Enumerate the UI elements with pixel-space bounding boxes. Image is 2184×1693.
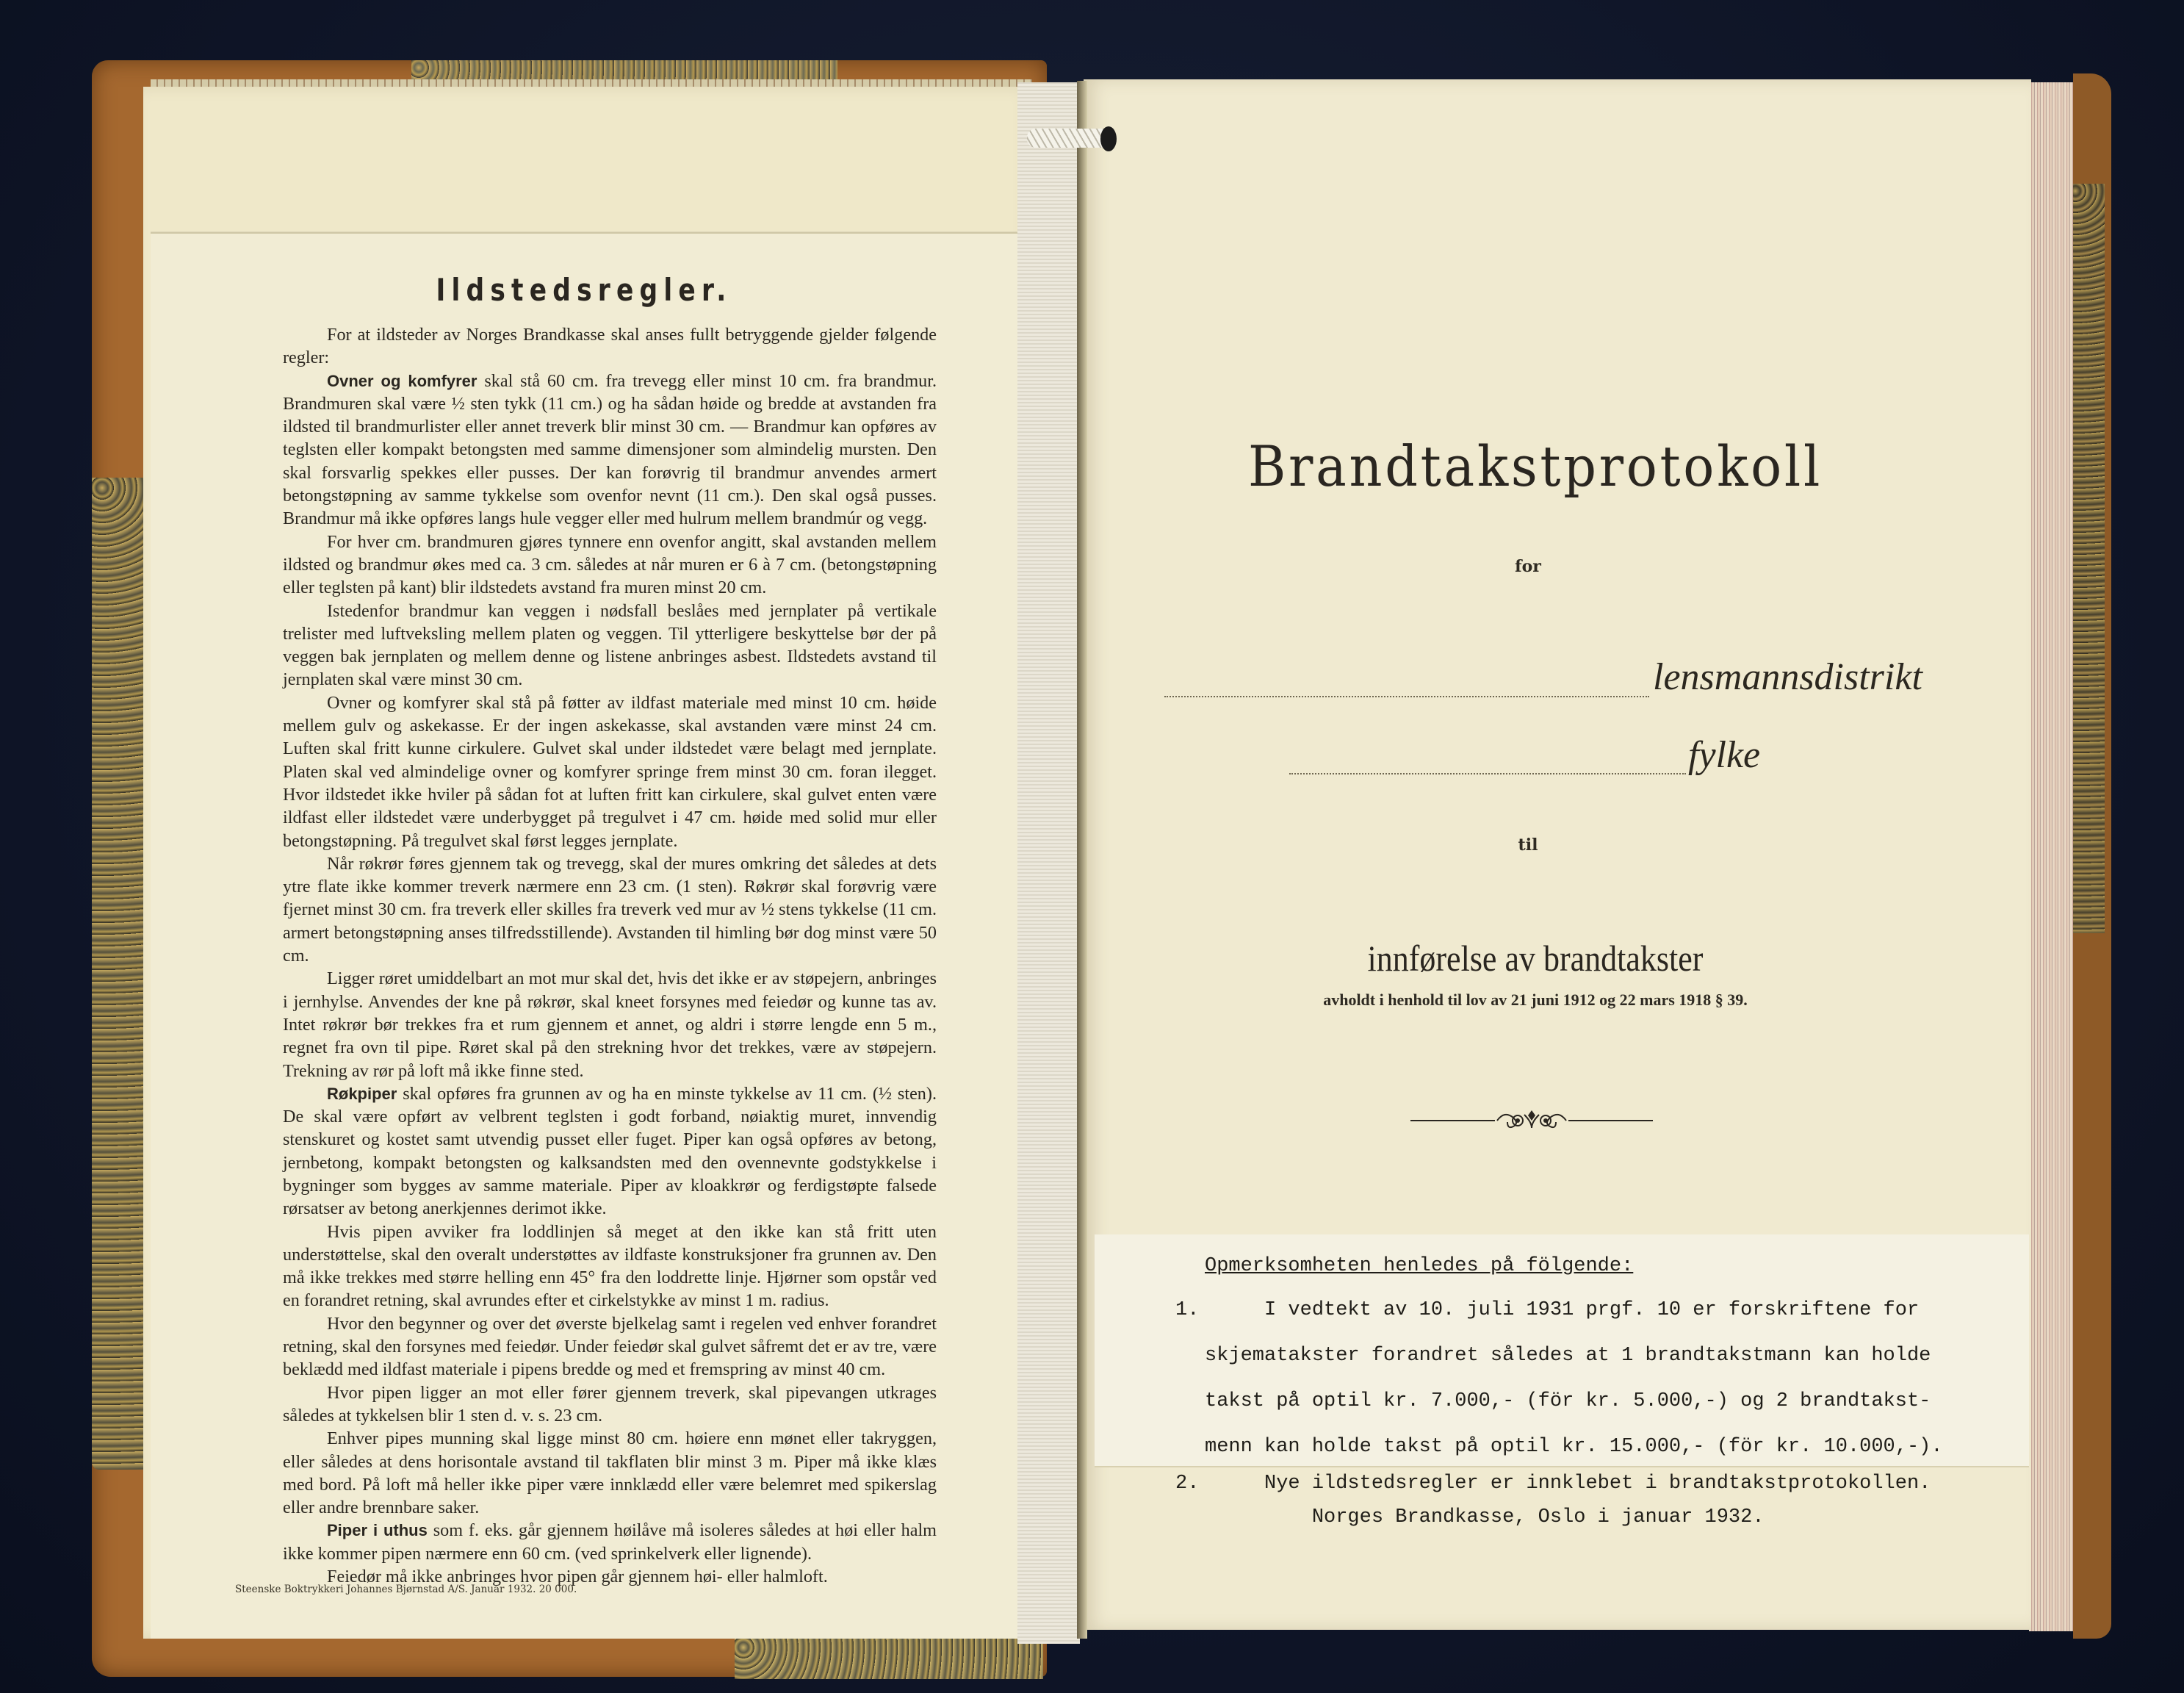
marbled-board-right — [2068, 184, 2105, 933]
for-label: for — [1515, 557, 1541, 576]
marbled-board-left — [92, 478, 147, 1470]
protocol-title: Brandtakstprotokoll — [1248, 434, 1823, 499]
county-field[interactable] — [1289, 772, 1686, 774]
county-label: fylke — [1688, 734, 1761, 776]
protocol-subtitle: innførelse av brandtakster — [1367, 938, 1704, 979]
notice-heading: Opmerksomheten henledes på fölgende: — [1205, 1255, 1634, 1277]
marbled-board-top — [411, 60, 837, 81]
rules-paragraph: Når røkrør føres gjennem tak og trevegg, skal der mures omkring det således at dets ytre flate ikke kommer treverk nærmere enn 23 cm. (1 sten). Røkrør skal forøvrig være fjernet minst 30 cm. fra treverk eller skilles fra treverk ved mur av ½ stens tykkelse (11 cm. armert betongstøpning anses tilfredsstillende). Avstanden til himling bør dog minst være 50 cm. — [283, 853, 937, 966]
rules-paragraph: Enhver pipes munning skal ligge minst 80 cm. høiere enn mønet eller takryggen, eller således at dens horisontale avstand til takflaten blir minst 3 m. Piper må ikke klæs med bord. På loft må heller ikke piper være innklædd eller være belemret med spikerslag eller andre brennbare saker. — [283, 1428, 937, 1518]
binding-hole — [1100, 126, 1117, 151]
rules-paragraph: Røkpiper skal opføres fra grunnen av og ha en minste tykkelse av 11 cm. (½ sten). De skal være opført av velbrent teglsten i godt forband, nøiaktig muret, innvendig stenskuret og kostet samt utvendig pusset eller fuget. Piper kan også opføres av betong, jernbetong, kompakt betongsten og kalksandsten med den ovennevnte godstykkelse i bygninger som bygges av samme materiale. Piper av kloakkrør og ferdigstøpte falsede rørsatser av betong anerkjennes derimot ikke. — [283, 1083, 937, 1219]
rules-paragraph: Istedenfor brandmur kan veggen i nødsfall beslåes med jernplater på vertikale trelister med luftveksling mellem platen og veggen. Til ytterligere beskyttelse bør der på veggen bak jernplaten og mellem denne og listene anbringes asbest. Ildstedets avstand til jernplaten skal være minst 30 cm. — [283, 600, 937, 690]
rules-paragraph: Ovner og komfyrer skal stå på føtter av ildfast materiale med minst 10 cm. høide mellem gulv og askekasse. Er der ingen askekasse, skal avstanden være minst 24 cm. Luften skal fritt kunne cirkulere. Gulvet skal under ildstedet være belagt med jernplate. Platen skal ved almindelige ovner og komfyrer springe frem minst 30 cm. foran ilegget. Hvor ildstedet ikke hviler på sådan fot at luften fritt kan cirkulere, skal gulvet enten være ildfast eller ildstedet være underbygget på tregulvet i 47 cm. høide med solid mur eller betongstøpning. På tregulvet skal først legges jernplate. — [283, 692, 937, 851]
district-label: lensmannsdistrikt — [1653, 656, 1922, 698]
notice-line: skjematakster forandret således at 1 brandtakstmann kan holde — [1205, 1345, 1931, 1367]
rules-paragraph: Piper i uthus som f. eks. går gjennem høilåve må isoleres således at høi eller halm ikke kommer pipen nærmere enn 60 cm. (ved sprinkelverk eller lignende). — [283, 1520, 937, 1564]
notice-signature: Norges Brandkasse, Oslo i januar 1932. — [1205, 1506, 1765, 1528]
marbled-board-bottom — [735, 1639, 1043, 1679]
rules-paragraph: Feiedør må ikke anbringes hvor pipen går gjennem høi- eller halmloft. — [327, 1567, 828, 1587]
notice-line: takst på optil kr. 7.000,- (för kr. 5.000,-) og 2 brandtakst- — [1205, 1390, 1931, 1412]
notice-item-number: 2. — [1175, 1473, 1200, 1495]
district-field[interactable] — [1164, 694, 1649, 697]
gutter — [1077, 81, 1087, 1639]
printer-imprint: Steenske Boktrykkeri Johannes Bjørnstad A/S. Januar 1932. 20 000. — [235, 1584, 577, 1595]
til-label: til — [1518, 835, 1538, 855]
rules-paragraph: For hver cm. brandmuren gjøres tynnere enn ovenfor angitt, skal avstanden mellem ildsted og brandmur økes med ca. 3 cm. således at når muren er 6 à 7 cm. (betongstøpning eller teglsten på kant) blir ildstedets avstand fra muren minst 20 cm. — [283, 531, 937, 598]
notice-line: I vedtekt av 10. juli 1931 prgf. 10 er forskriftene for — [1205, 1299, 1920, 1321]
spine-cloth-hinge — [1017, 82, 1080, 1644]
notice-item-number: 1. — [1175, 1299, 1200, 1321]
rules-paragraph: Hvis pipen avviker fra loddlinjen så meget at den ikke kan stå fritt uten understøttelse, skal den overalt understøttes av ildfaste konstruksjoner fra grunnen av. Den må ikke trekkes med større helling enn 45° fra den loddrette linje. Hjørner som opstår ved en forandret retning, skal avrundes efter et cirkelstykke av minst 1 m. radius. — [283, 1221, 937, 1311]
rules-paragraph: For at ildsteder av Norges Brandkasse skal anses fullt betryggende gjelder følgende regler: — [283, 325, 937, 368]
rules-body — [283, 323, 937, 1588]
law-reference: avholdt i henhold til lov av 21 juni 1912 og 22 mars 1918 § 39. — [1323, 991, 1748, 1009]
rules-paragraph: Hvor den begynner og over det øverste bjelkelag samt i regelen ved enhver forandret retning, skal den forsynes med feiedør. Under feiedør skal gulvet såfremt det er av tre, være beklædd med ildfast materiale i pipens bredde og med et fremspring av minst 40 cm. — [283, 1313, 937, 1380]
rules-paragraph: Ovner og komfyrer skal stå 60 cm. fra trevegg eller minst 10 cm. fra brandmur. Brandmuren skal være ½ sten tykk (11 cm.) og ha sådan høide og bredde at avstanden fra ildsted til brandmurlister eller annet treverk blir minst 30 cm. — Brandmur kan opføres av teglsten eller kompakt betongsten med samme dimensjoner som almindelig mursten. Den skal forsvarlig spekkes eller pusses. Der kan forøvrig til brandmur anvendes armert betongstøpning av samme tykkelse som ovenfor nevnt (11 cm.). Den skal også pusses. Brandmur må ikke opføres langs hule vegger eller med hulrum mellem brandmúr og vegg. — [283, 370, 937, 529]
page-fore-edge — [2029, 82, 2073, 1631]
ornament-divider-icon — [1410, 1106, 1653, 1135]
rules-paragraph: Hvor pipen ligger an mot eller fører gjennem treverk, skal pipevangen utkrages således at tykkelsen blir 1 sten d. v. s. 23 cm. — [283, 1382, 937, 1426]
rules-paragraph: Ligger røret umiddelbart an mot mur skal det, hvis det ikke er av støpejern, anbringes i jernhylse. Anvendes der kne på røkrør, skal kneet forsynes med feiedør og kunne tas av. Intet røkrør bør trekkes fra et rum gjennem et annet, og aldri i større lengde enn 5 m., regnet fra ovn til pipe. Røret skal på den strekning hvor det trekkes, være av støpejern. Trekning av rør på loft må ikke finne sted. — [283, 968, 937, 1081]
notice-line: menn kan holde takst på optil kr. 15.000,- (för kr. 10.000,-). — [1205, 1436, 1943, 1458]
rules-title: Ildstedsregler. — [436, 272, 732, 308]
notice-line: Nye ildstedsregler er innklebet i brandtakstprotokollen. — [1205, 1473, 1931, 1495]
